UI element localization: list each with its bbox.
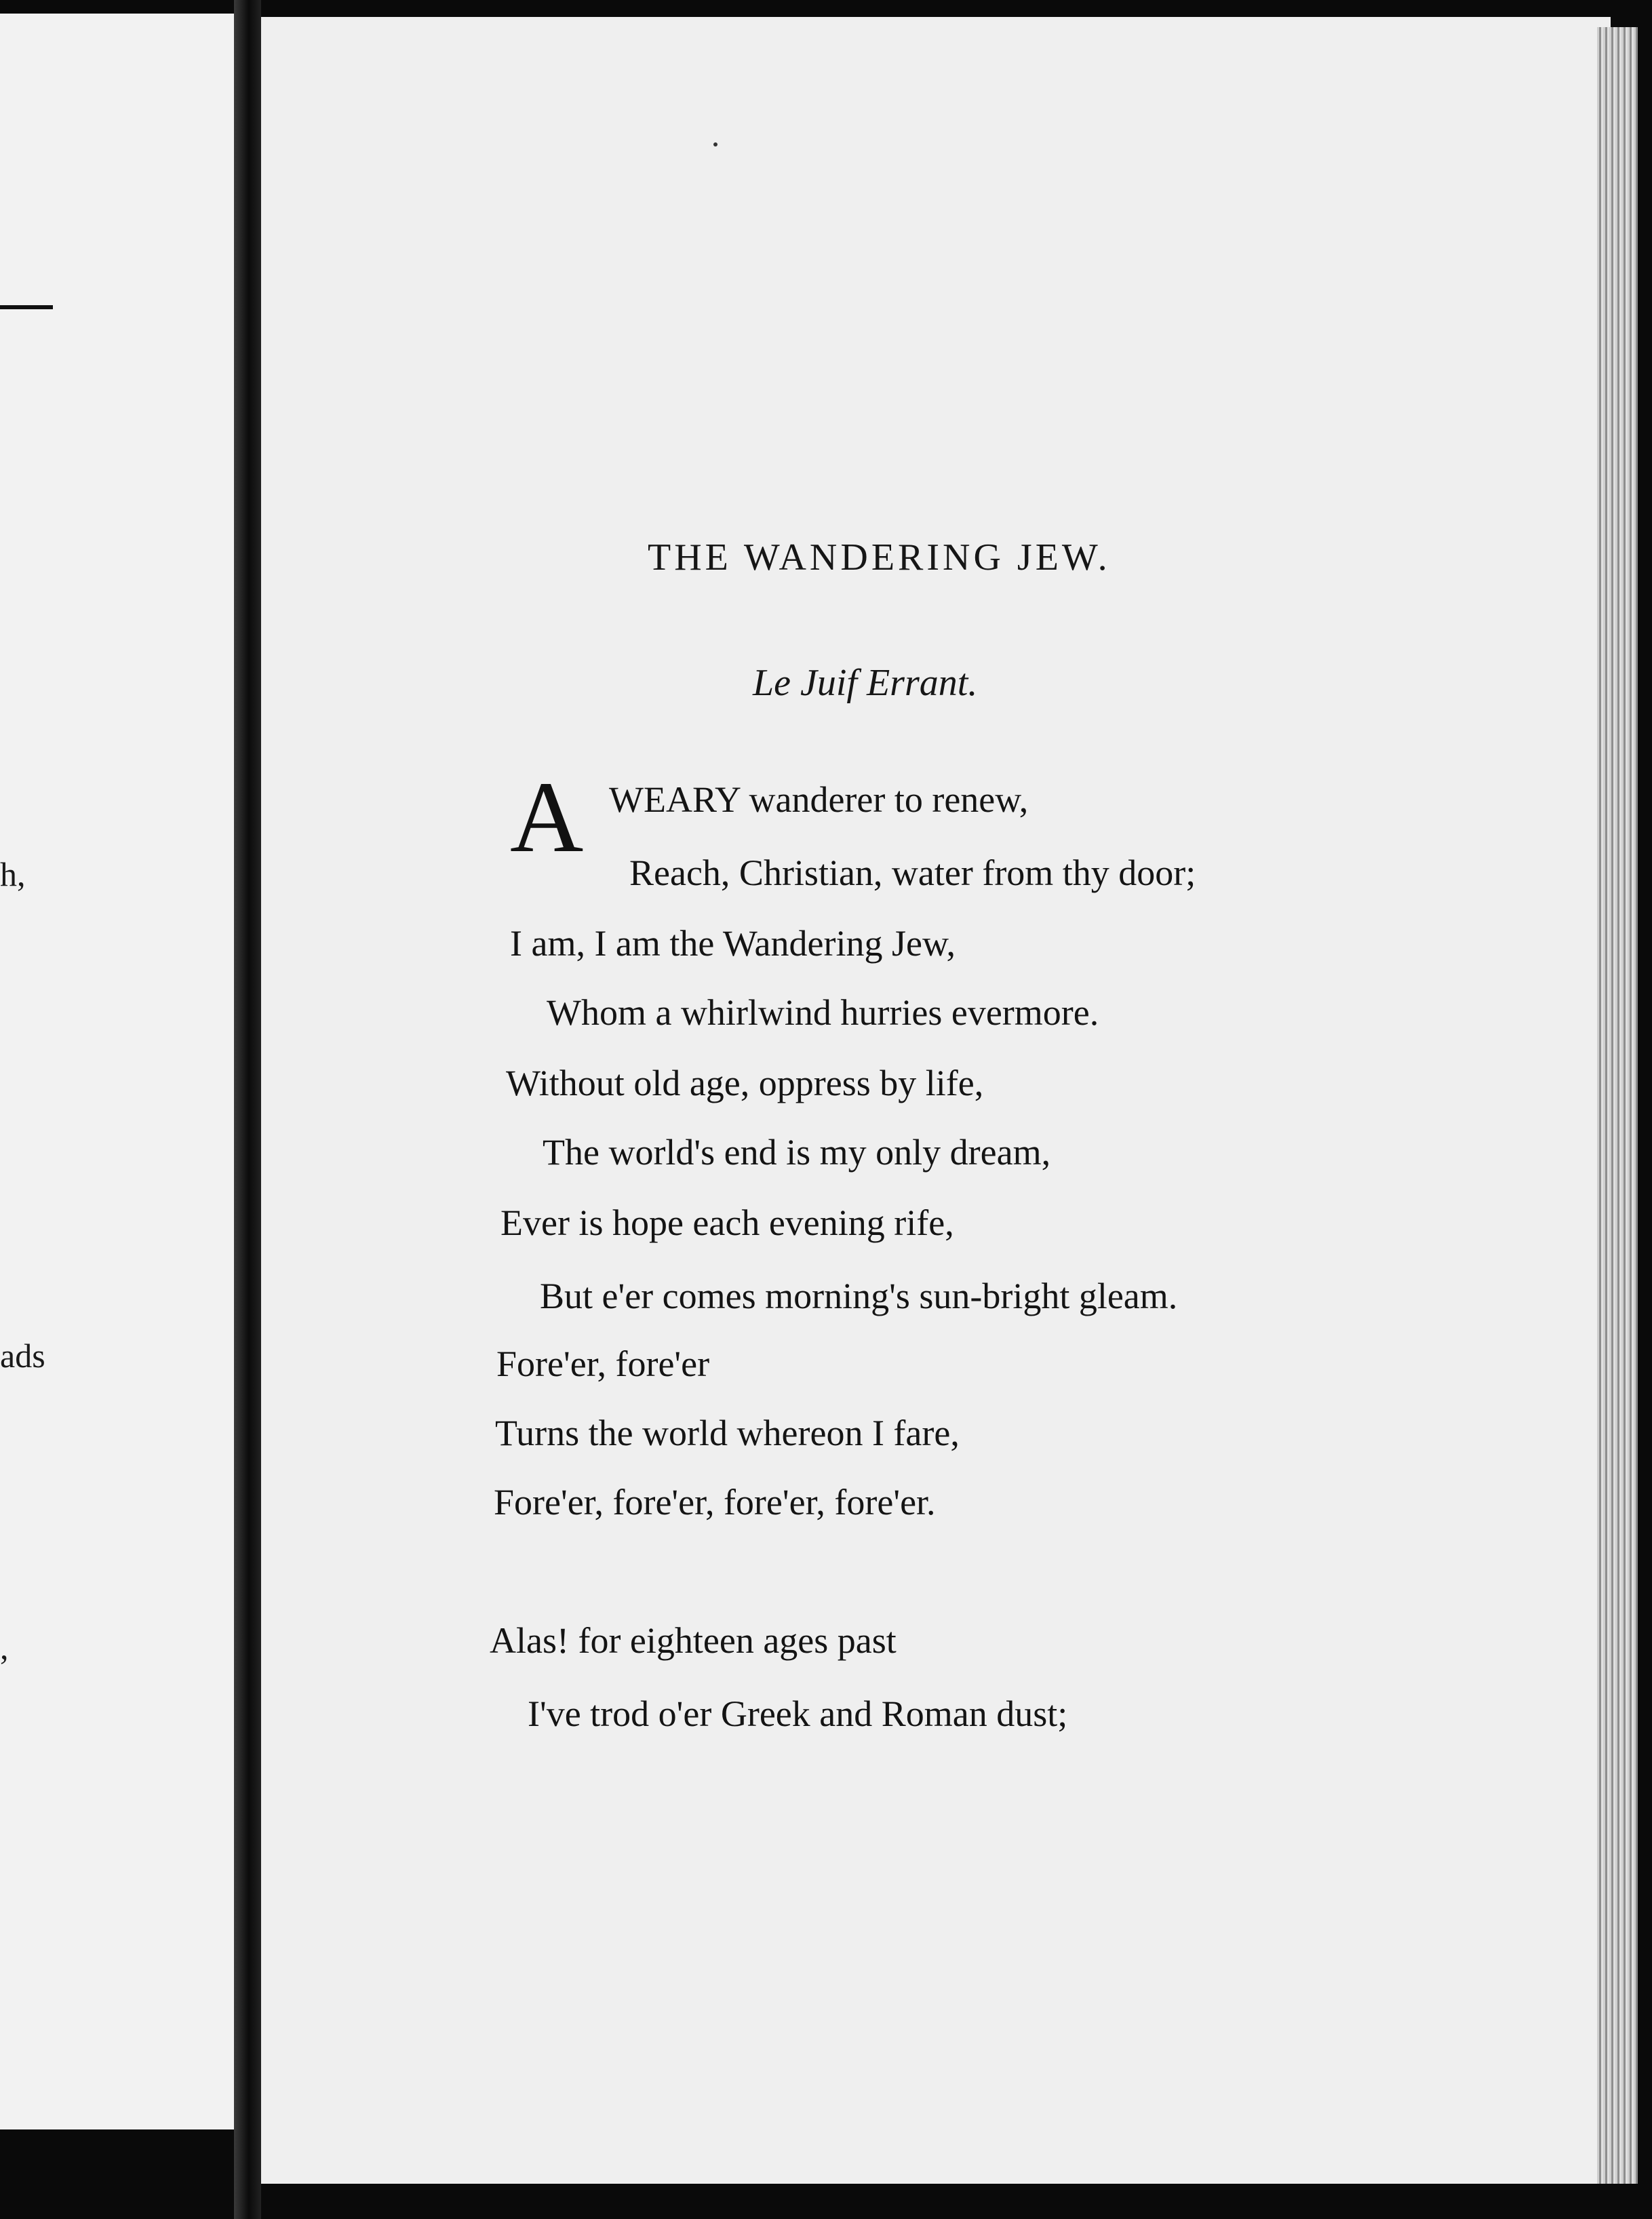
verse-line: Fore'er, fore'er, fore'er, fore'er.: [494, 1482, 936, 1523]
verse-line: Without old age, oppress by life,: [506, 1063, 984, 1103]
left-page-fragment: ads: [0, 1337, 45, 1375]
left-page-fragment: h,: [0, 855, 26, 893]
verse-line: I've trod o'er Greek and Roman dust;: [528, 1693, 1068, 1734]
drop-cap: A: [510, 761, 584, 873]
verse-line: Alas! for eighteen ages past: [490, 1620, 897, 1661]
left-page: [0, 14, 234, 2129]
verse-line: The world's end is my only dream,: [543, 1132, 1051, 1173]
poem-subtitle: Le Juif Errant.: [753, 662, 978, 704]
poem-title: THE WANDERING JEW.: [648, 536, 1111, 578]
left-page-rule: [0, 305, 53, 309]
verse-line: Turns the world whereon I fare,: [495, 1413, 960, 1453]
verse-line: Reach, Christian, water from thy door;: [629, 852, 1196, 893]
verse-line: But e'er comes morning's sun-bright gleam.: [540, 1276, 1178, 1316]
book-spine: [234, 0, 261, 2219]
verse-line: WEARY wanderer to renew,: [609, 779, 1029, 820]
verse-line: Ever is hope each evening rife,: [500, 1202, 954, 1243]
left-page-fragment: ,: [0, 1628, 9, 1666]
scan-speck: [713, 142, 717, 146]
page-edge: [1597, 27, 1638, 2184]
verse-line: I am, I am the Wandering Jew,: [510, 923, 956, 964]
verse-line: Fore'er, fore'er: [496, 1343, 710, 1384]
verse-line: Whom a whirlwind hurries evermore.: [547, 992, 1099, 1033]
